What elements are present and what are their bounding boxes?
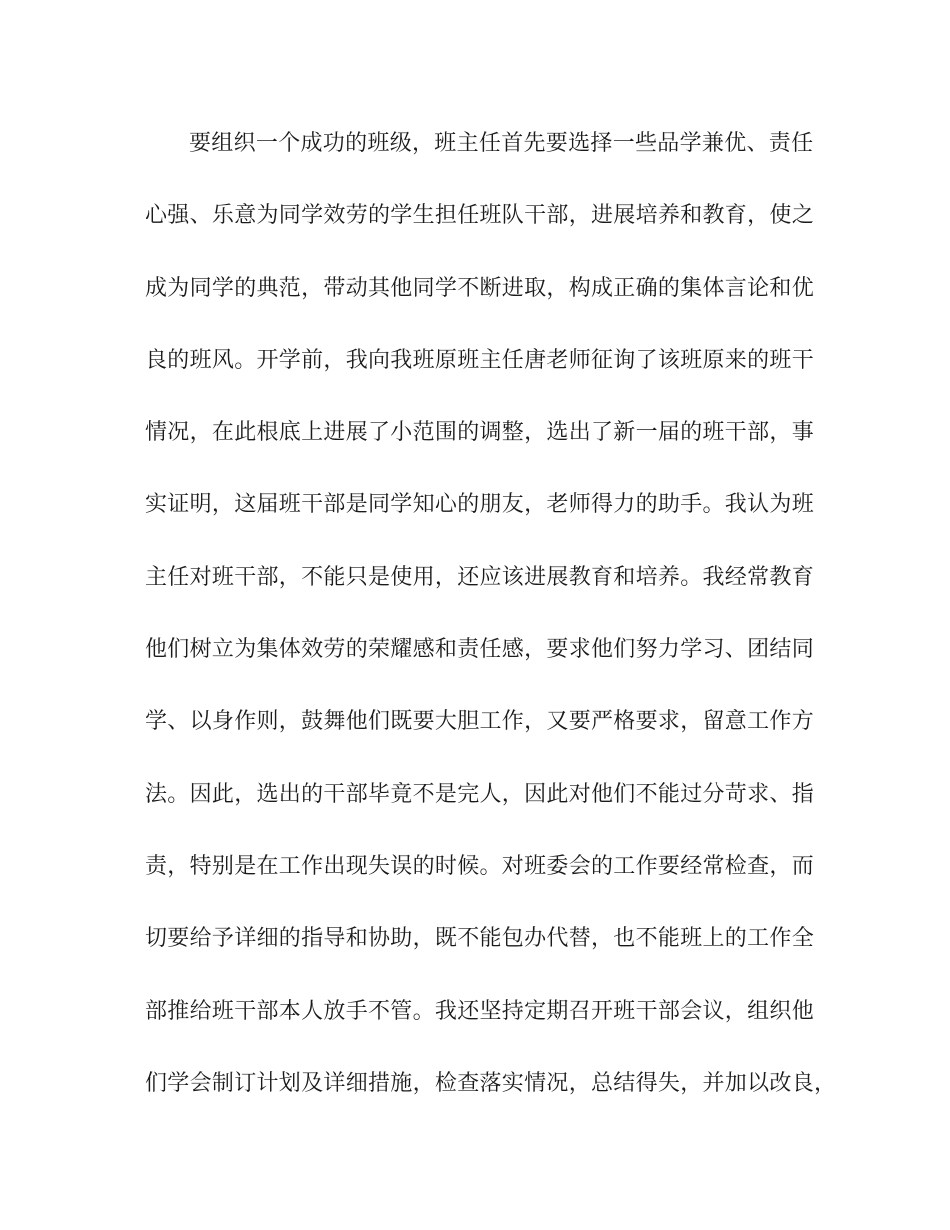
text-line: 情况，在此根底上进展了小范围的调整，选出了新一届的班干部，事 [145,420,815,446]
text-line: 良的班风。开学前，我向我班原班主任唐老师征询了该班原来的班干 [145,347,815,373]
text-line: 学、以身作则，鼓舞他们既要大胆工作，又要严格要求，留意工作方 [145,709,815,735]
text-line: 主任对班干部，不能只是使用，还应该进展教育和培养。我经常教育 [145,564,815,590]
text-line: 切要给予详细的指导和协助，既不能包办代替，也不能班上的工作全 [145,926,815,952]
body-paragraph [145,118,837,1130]
text-line: 要组织一个成功的班级，班主任首先要选择一些品学兼优、责任 [189,131,814,156]
text-line: 责，特别是在工作出现失误的时候。对班委会的工作要经常检查，而 [145,853,815,879]
text-line: 部推给班干部本人放手不管。我还坚持定期召开班干部会议，组织他 [145,998,815,1024]
text-line: 实证明，这届班干部是同学知心的朋友，老师得力的助手。我认为班 [145,492,815,518]
text-line: 法。因此，选出的干部毕竟不是完人，因此对他们不能过分苛求、指 [145,781,815,807]
text-line: 他们树立为集体效劳的荣耀感和责任感，要求他们努力学习、团结同 [145,637,815,663]
text-line: 成为同学的典范，带动其他同学不断进取，构成正确的集体言论和优 [145,275,815,301]
text-line: 心强、乐意为同学效劳的学生担任班队干部，进展培养和教育，使之 [145,203,815,229]
text-line: 们学会制订计划及详细措施，检查落实情况，总结得失，并加以改良， [145,1070,837,1096]
